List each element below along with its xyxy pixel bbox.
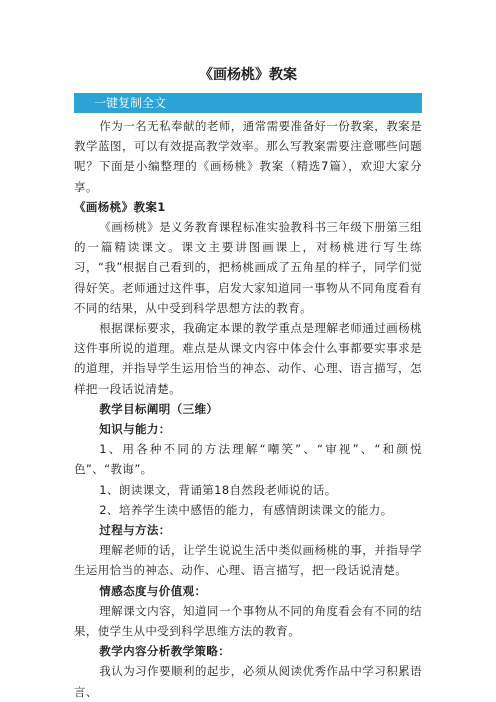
body-paragraph: 理解老师的话，让学生说说生活中类似画杨桃的事，并指导学生运用恰当的神态、动作、心理、语言描写，把一段话说清楚。 [74,543,422,578]
section-heading: 教学目标阐明（三维） [99,401,219,416]
body-paragraph: 根据课标要求，我确定本课的教学重点是理解老师通过画杨桃这件事所说的道理。难点是从课文内容中体会什么事都要实事求是的道理，并指导学生运用恰当的神态、动作、心理、语言描写，怎样把一段话说清楚。 [74,321,422,396]
body-paragraph: 理解课文内容，知道同一个事物从不同的角度看会有不同的结果，使学生从中受到科学思维方法的教育。 [74,603,422,639]
document-title: 《画杨桃》教案 [199,67,297,83]
body-paragraph: 《画杨桃》是义务教育课程标准实验教科书三年级下册第三组的一篇精读课文。课文主要讲图画课上，对杨桃进行写生练习，“我”根据自己看到的，把杨桃画成了五角星的样子，同学们觉得好笑。老师通过这件事，启发大家知道同一事物从不同角度看有不同的结果，从中受到科学思想方法的教育。 [74,220,422,315]
section-heading: 教学内容分析教学策略： [99,644,231,659]
section-heading: 知识与能力： [99,422,171,437]
body-paragraph: 我认为习作要顺利的起步，必须从阅读优秀作品中学习积累语言、 [74,664,422,699]
body-paragraph: 2、培养学生读中感悟的能力，有感情朗读课文的能力。 [99,502,393,517]
copy-full-text-button[interactable]: 一键复制全文 [74,93,422,113]
section-heading: 《画杨桃》教案1 [74,199,166,214]
body-paragraph: 作为一名无私奉献的老师，通常需要准备好一份教案，教案是教学蓝图，可以有效提高教学效率。那么写教案需要注意哪些问题呢？下面是小编整理的《画杨桃》教案（精选7篇），欢迎大家分享。 [74,119,422,194]
body-paragraph: 1、用各种不同的方法理解“嘲笑”、“审视”、“和颜悦色”、“教诲”。 [74,442,422,477]
section-heading: 过程与方法： [99,523,171,538]
section-heading: 情感态度与价值观： [99,583,207,598]
document-body [74,116,422,702]
body-paragraph: 1、朗读课文，背诵第18自然段老师说的话。 [99,482,337,497]
